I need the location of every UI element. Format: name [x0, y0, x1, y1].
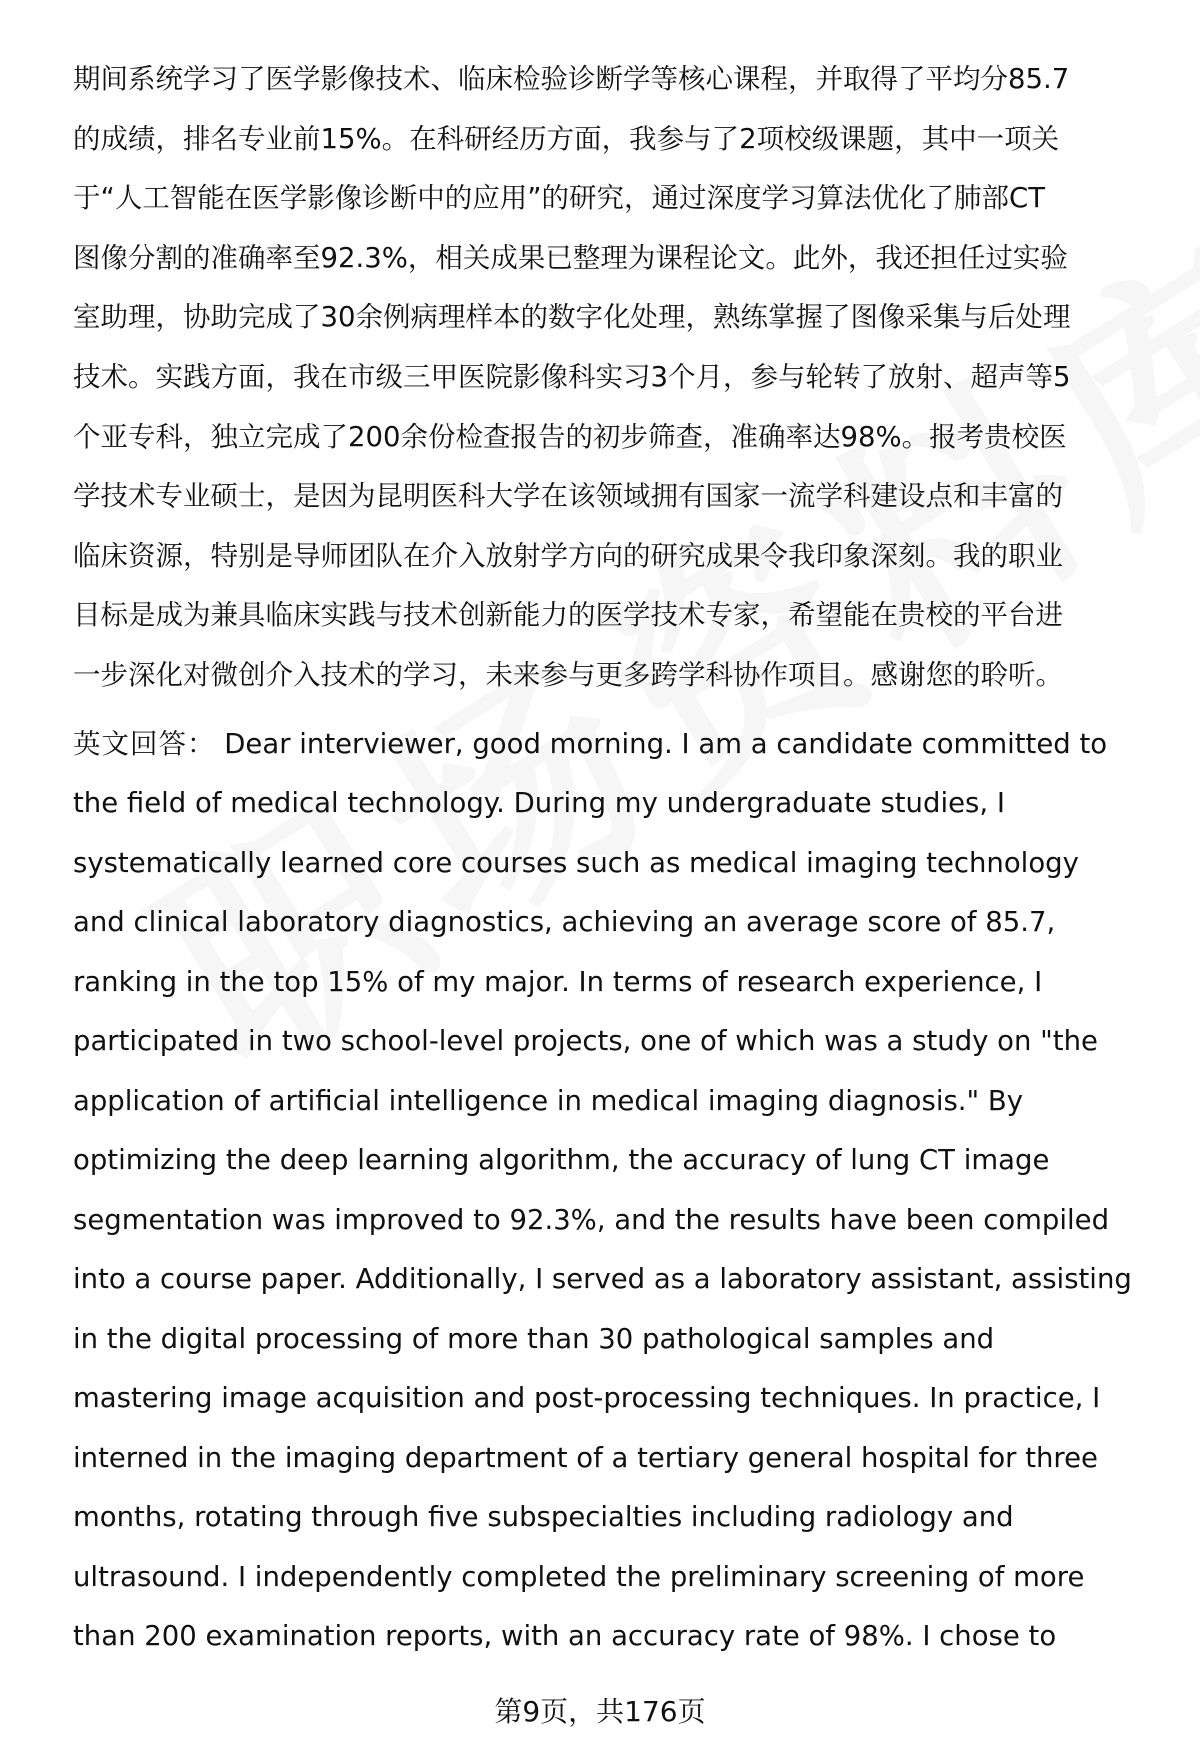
paragraph-line: ultrasound. I independently completed the preliminary screening of more — [73, 1560, 1085, 1593]
paragraph-line: months, rotating through five subspecialties including radiology and — [73, 1501, 1014, 1534]
paragraph-line: optimizing the deep learning algorithm, the accuracy of lung CT image — [73, 1144, 1050, 1177]
paragraph-line: mastering image acquisition and post-processing techniques. In practice, I — [73, 1382, 1101, 1415]
chinese-answer-paragraph — [73, 50, 1153, 706]
paragraph-line: 个亚专科，独立完成了200余份检查报告的初步筛查，准确率达98%。报考贵校医 — [73, 420, 1067, 453]
paragraph-line: in the digital processing of more than 30 pathological samples and — [73, 1322, 995, 1355]
paragraph-line: systematically learned core courses such as medical imaging technology — [73, 846, 1079, 879]
paragraph-line: the field of medical technology. During my undergraduate studies, I — [73, 787, 1005, 820]
paragraph-line: 期间系统学习了医学影像技术、临床检验诊断学等核心课程，并取得了平均分85.7 — [73, 63, 1070, 95]
paragraph-line: 图像分割的准确率至92.3%，相关成果已整理为课程论文。此外，我还担任过实验 — [73, 241, 1068, 274]
paragraph-line: 临床资源，特别是导师团队在介入放射学方向的研究成果令我印象深刻。我的职业 — [73, 539, 1063, 572]
english-answer-label: 英文回答： — [73, 727, 216, 760]
paragraph-line: into a course paper. Additionally, I served as a laboratory assistant, assisting — [73, 1263, 1132, 1296]
paragraph-line: 于“人工智能在医学影像诊断中的应用”的研究，通过深度学习算法优化了肺部CT — [73, 182, 1045, 215]
paragraph-line: 一步深化对微创介入技术的学习，未来参与更多跨学科协作项目。感谢您的聆听。 — [73, 658, 1063, 691]
english-answer-first-line: Dear interviewer, good morning. I am a candidate committed to — [224, 727, 1108, 760]
paragraph-line: application of artificial intelligence in medical imaging diagnosis." By — [73, 1084, 1024, 1117]
paragraph-line: than 200 examination reports, with an accuracy rate of 98%. I chose to — [73, 1620, 1057, 1653]
paragraph-line: 技术。实践方面，我在市级三甲医院影像科实习3个月，参与轮转了放射、超声等5 — [73, 360, 1071, 393]
document-body — [73, 50, 1153, 1667]
paragraph-line: and clinical laboratory diagnostics, achieving an average score of 85.7, — [73, 906, 1056, 939]
paragraph-line: 学技术专业硕士，是因为昆明医科大学在该领域拥有国家一流学科建设点和丰富的 — [73, 480, 1063, 513]
paragraph-line: participated in two school-level projects, one of which was a study on "the — [73, 1025, 1098, 1058]
english-answer-paragraph — [73, 715, 1153, 1667]
page-indicator: 第9页，共176页 — [494, 1695, 706, 1728]
paragraph-line: segmentation was improved to 92.3%, and the results have been compiled — [73, 1203, 1110, 1236]
paragraph-line — [73, 715, 1153, 775]
paragraph-line: 目标是成为兼具临床实践与技术创新能力的医学技术专家，希望能在贵校的平台进 — [73, 599, 1063, 632]
paragraph-line: 的成绩，排名专业前15%。在科研经历方面，我参与了2项校级课题，其中一项关 — [73, 122, 1060, 155]
paragraph-line: ranking in the top 15% of my major. In terms of research experience, I — [73, 965, 1043, 998]
paragraph-line: interned in the imaging department of a tertiary general hospital for three — [73, 1441, 1098, 1474]
paragraph-line: 室助理，协助完成了30余例病理样本的数字化处理，熟练掌握了图像采集与后处理 — [73, 301, 1071, 334]
